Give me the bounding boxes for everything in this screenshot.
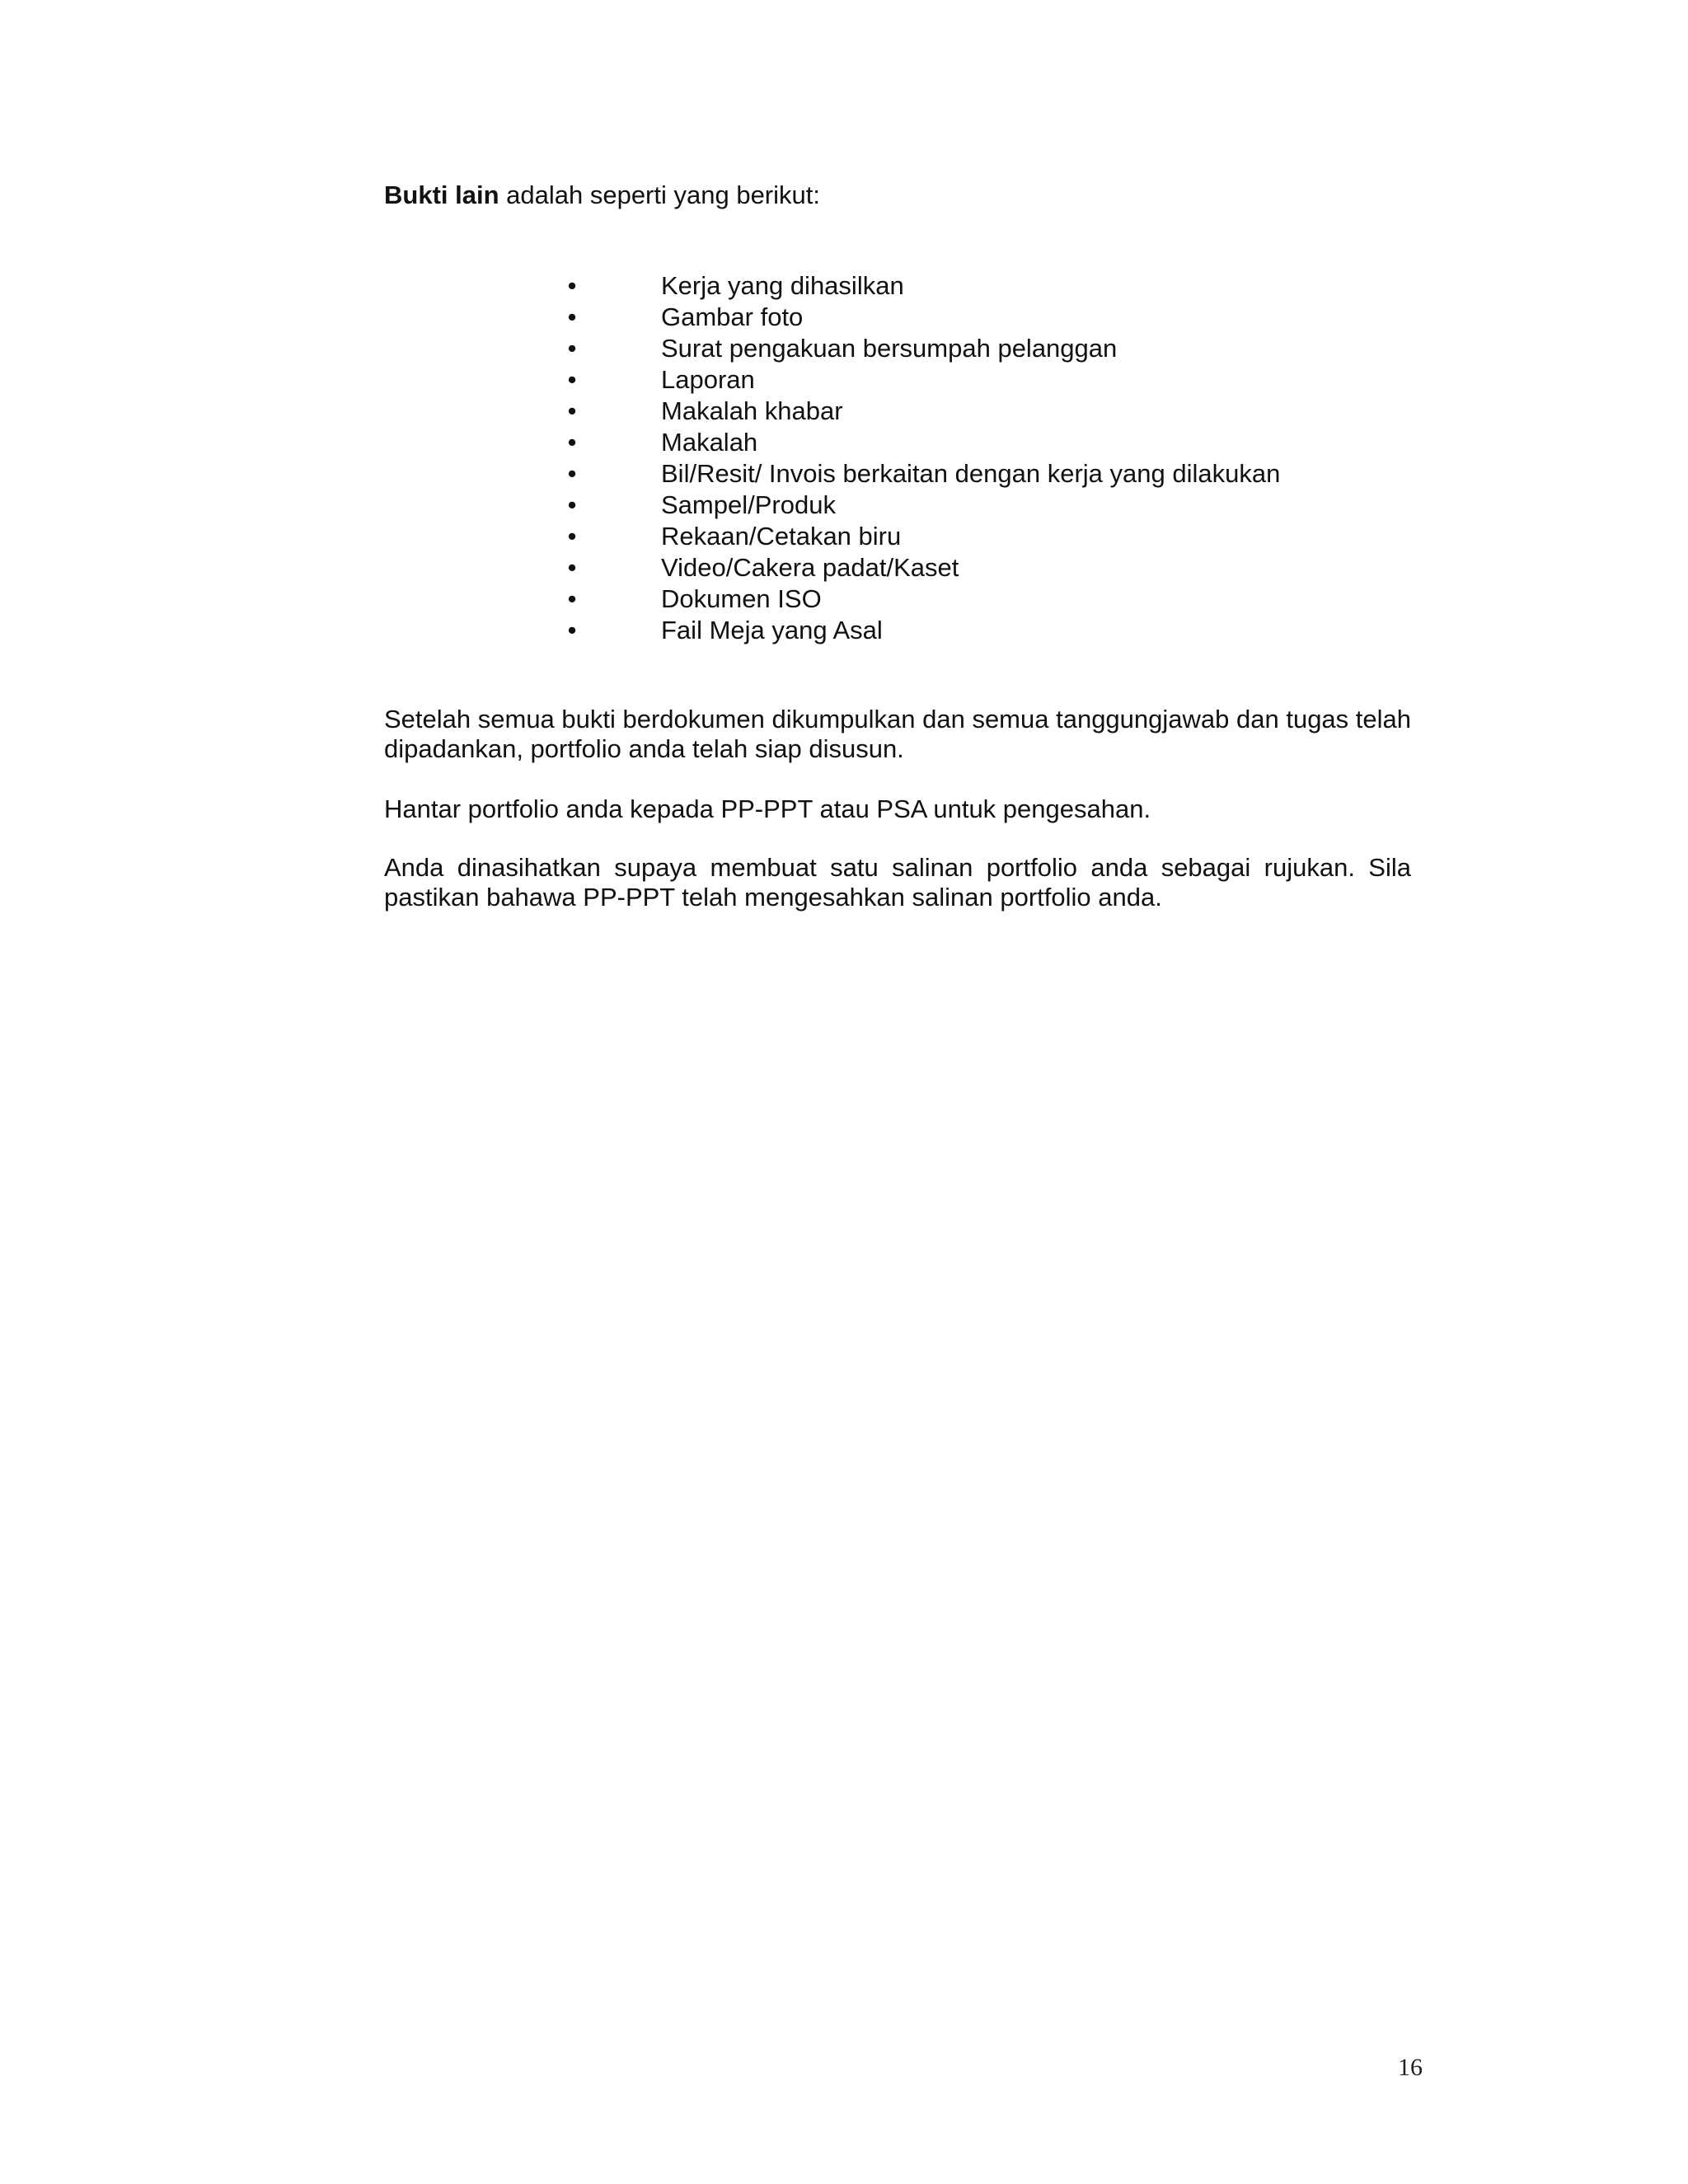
bullet-icon: • [567,553,577,582]
list-item [564,396,1280,427]
intro-text: adalah seperti yang berikut: [499,180,820,209]
bullet-icon: • [567,396,577,425]
list-item [564,521,1280,552]
list-item [564,583,1280,615]
paragraph-copy-advice: Anda dinasihatkan supaya membuat satu salinan portfolio anda sebagai rujukan. Sila pastikan bahawa PP-PPT telah mengesahkan salinan portfolio anda. [384,853,1411,912]
list-item-label: Surat pengakuan bersumpah pelanggan [661,334,1118,363]
list-item-label: Sampel/Produk [661,490,836,519]
paragraph-submit-portfolio: Hantar portfolio anda kepada PP-PPT atau PSA untuk pengesahan. [384,794,1151,823]
list-item [564,427,1280,458]
list-item [564,615,1280,646]
bullet-icon: • [567,459,577,488]
bullet-icon: • [567,302,577,331]
list-item-label: Fail Meja yang Asal [661,616,883,644]
bullet-icon: • [567,490,577,519]
bullet-icon: • [567,334,577,363]
list-item-label: Makalah [661,428,758,457]
list-item-label: Dokumen ISO [661,584,822,613]
list-item-label: Rekaan/Cetakan biru [661,522,902,551]
bullet-icon: • [567,584,577,613]
list-item [564,270,1280,302]
list-item-label: Video/Cakera padat/Kaset [661,553,959,582]
bullet-icon: • [567,616,577,644]
list-item [564,302,1280,333]
list-item-label: Makalah khabar [661,396,843,425]
list-item-label: Bil/Resit/ Invois berkaitan dengan kerja yang dilakukan [661,459,1281,488]
paragraph-portfolio-ready: Setelah semua bukti berdokumen dikumpulkan dan semua tanggungjawab dan tugas telah dipadankan, portfolio anda telah siap disusun. [384,705,1412,763]
list-item [564,333,1280,364]
list-item [564,490,1280,521]
intro-line [384,180,1411,210]
list-item [564,364,1280,396]
intro-bold-term: Bukti lain [384,180,499,209]
bullet-icon: • [567,428,577,457]
bullet-icon: • [567,271,577,300]
list-item-label: Laporan [661,365,755,394]
bullet-icon: • [567,522,577,551]
list-item-label: Gambar foto [661,302,804,331]
list-item-label: Kerja yang dihasilkan [661,271,904,300]
list-item [564,552,1280,583]
bullet-icon: • [567,365,577,394]
evidence-list [564,270,1280,646]
list-item [564,458,1280,490]
page-number: 16 [1398,2054,1423,2081]
page-content [384,180,1412,912]
